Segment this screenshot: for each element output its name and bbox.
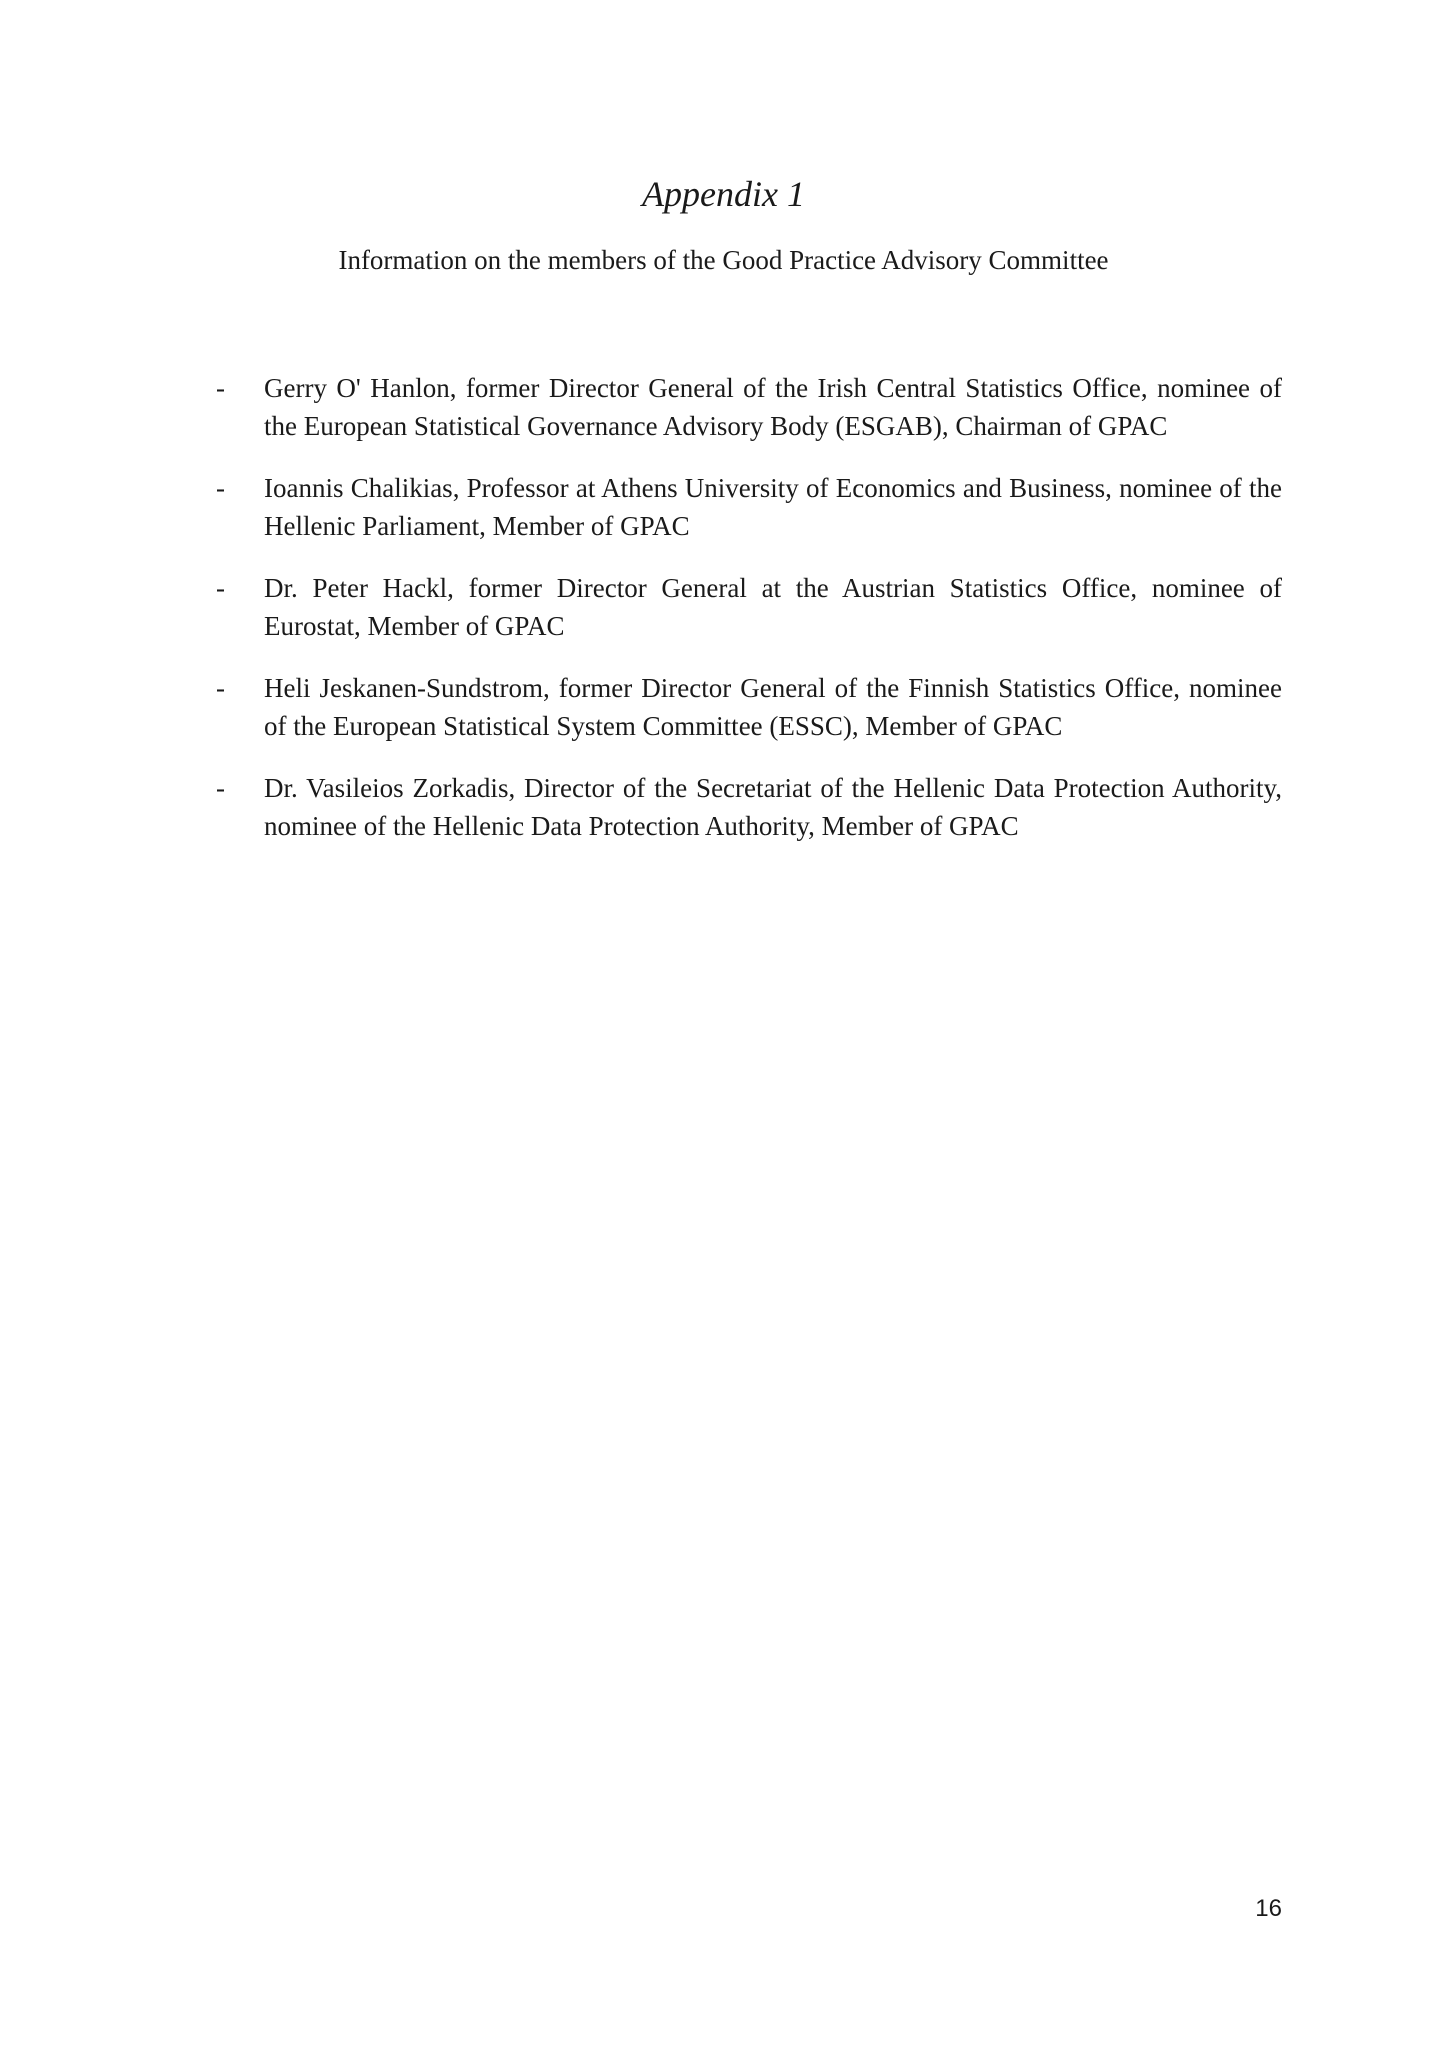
list-bullet: - bbox=[216, 573, 225, 603]
members-list bbox=[216, 369, 1282, 869]
appendix-title: Appendix 1 bbox=[642, 174, 805, 214]
member-item bbox=[216, 469, 1282, 545]
member-item bbox=[216, 769, 1282, 845]
list-bullet: - bbox=[216, 473, 225, 503]
member-item bbox=[216, 369, 1282, 445]
member-text: Gerry O' Hanlon, former Director General of the Irish Central Statistics Office, nominee of the European Statistical Governance Advisory Body (ESGAB), Chairman of GPAC bbox=[264, 373, 1282, 441]
member-item bbox=[216, 669, 1282, 745]
appendix-subtitle: Information on the members of the Good Practice Advisory Committee bbox=[338, 245, 1109, 275]
member-text: Dr. Peter Hackl, former Director General at the Austrian Statistics Office, nominee of Eurostat, Member of GPAC bbox=[264, 573, 1282, 641]
member-item bbox=[216, 569, 1282, 645]
list-bullet: - bbox=[216, 773, 225, 803]
member-text: Ioannis Chalikias, Professor at Athens University of Economics and Business, nominee of the Hellenic Parliament, Member of GPAC bbox=[264, 473, 1282, 541]
member-text: Dr. Vasileios Zorkadis, Director of the Secretariat of the Hellenic Data Protection Authority, nominee of the Hellenic Data Protection Authority, Member of GPAC bbox=[264, 773, 1282, 841]
list-bullet: - bbox=[216, 673, 225, 703]
member-text: Heli Jeskanen-Sundstrom, former Director General of the Finnish Statistics Office, nominee of the European Statistical System Committee (ESSC), Member of GPAC bbox=[264, 673, 1282, 741]
list-bullet: - bbox=[216, 373, 225, 403]
page-number: 16 bbox=[1255, 1895, 1282, 1922]
